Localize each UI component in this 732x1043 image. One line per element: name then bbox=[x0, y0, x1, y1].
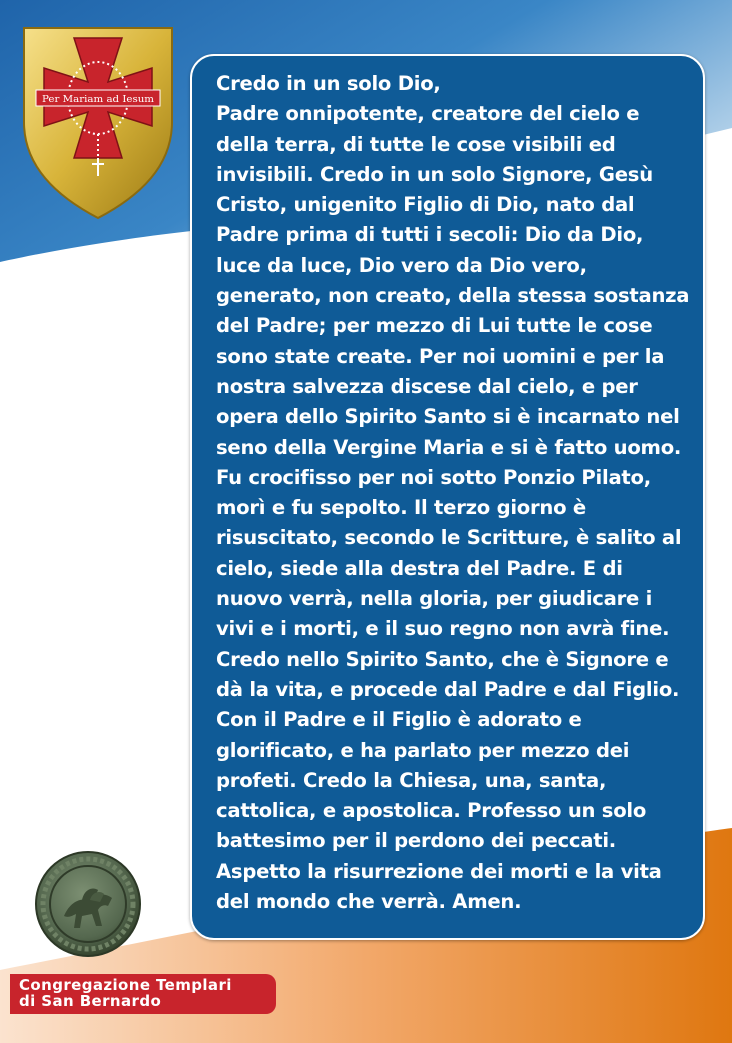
creed-line: Padre onnipotente, creatore del cielo e bbox=[216, 102, 640, 126]
creed-line: Aspetto la risurrezione dei morti e la vita bbox=[216, 859, 662, 883]
creed-line: del Padre; per mezzo di Lui tutte le cose bbox=[216, 314, 653, 338]
creed-line: battesimo per il perdono dei peccati. bbox=[216, 829, 616, 853]
creed-line: Fu crocifisso per noi sotto Ponzio Pilato, bbox=[216, 465, 651, 489]
creed-line: cielo, siede alla destra del Padre. E di bbox=[216, 556, 623, 580]
creed-line: generato, non creato, della stessa sostanza bbox=[216, 284, 690, 308]
templar-cross-shield-icon bbox=[22, 26, 174, 220]
creed-text bbox=[216, 69, 691, 917]
creed-line: profeti. Credo la Chiesa, una, santa, bbox=[216, 768, 607, 792]
creed-line: nostra salvezza discese dal cielo, e per bbox=[216, 374, 638, 398]
creed-line: sono state create. Per noi uomini e per la bbox=[216, 344, 665, 368]
creed-line: nuovo verrà, nella gloria, per giudicare i bbox=[216, 587, 653, 611]
creed-line: Con il Padre e il Figlio è adorato e bbox=[216, 708, 582, 732]
creed-line: Credo in un solo Dio, bbox=[216, 72, 441, 95]
creed-line: cattolica, e apostolica. Professo un solo bbox=[216, 799, 647, 823]
creed-line: risuscitato, secondo le Scritture, è salito al bbox=[216, 526, 682, 550]
creed-line: della terra, di tutte le cose visibili ed bbox=[216, 132, 616, 156]
creed-line: glorificato, e ha parlato per mezzo dei bbox=[216, 738, 630, 762]
creed-card bbox=[190, 54, 705, 940]
organization-line-2: di San Bernardo bbox=[19, 992, 162, 1010]
creed-line: Padre prima di tutti i secoli: Dio da Dio, bbox=[216, 223, 644, 247]
creed-line: del mondo che verrà. Amen. bbox=[216, 890, 522, 914]
creed-line: dà la vita, e procede dal Padre e dal Figlio. bbox=[216, 677, 680, 701]
creed-line: seno della Vergine Maria e si è fatto uomo. bbox=[216, 435, 682, 459]
creed-line: Cristo, unigenito Figlio di Dio, nato dal bbox=[216, 193, 635, 217]
creed-line: morì e fu sepolto. Il terzo giorno è bbox=[216, 496, 586, 520]
creed-line: invisibili. Credo in un solo Signore, Gesù bbox=[216, 162, 653, 186]
creed-line: Credo nello Spirito Santo, che è Signore e bbox=[216, 647, 669, 671]
organization-line-1: Congregazione Templari bbox=[19, 976, 232, 994]
creed-line: vivi e i morti, e il suo regno non avrà fine. bbox=[216, 617, 670, 641]
templar-seal-icon bbox=[34, 850, 142, 958]
shield-motto: Per Mariam ad Iesum bbox=[42, 94, 154, 105]
creed-line: opera dello Spirito Santo si è incarnato nel bbox=[216, 405, 680, 429]
organization-label bbox=[10, 974, 276, 1014]
creed-line: luce da luce, Dio vero da Dio vero, bbox=[216, 253, 587, 277]
